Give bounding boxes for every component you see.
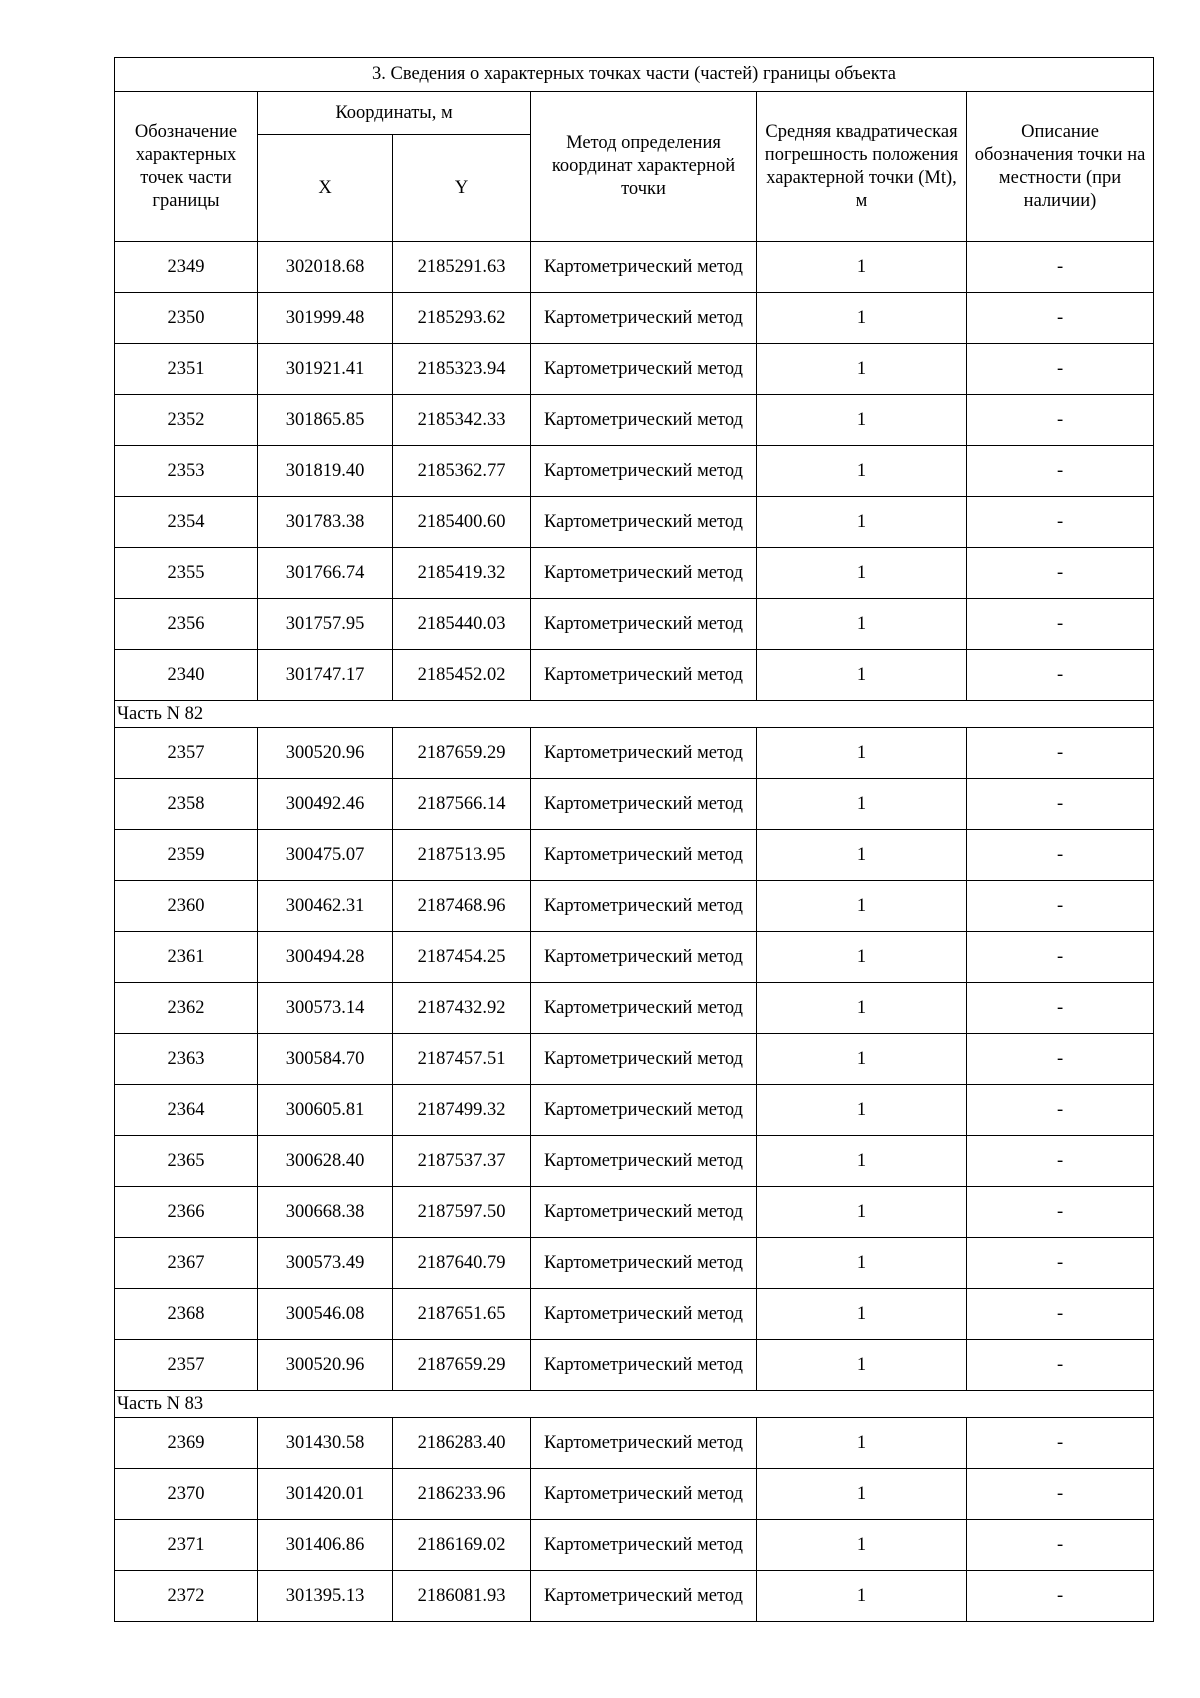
x-coordinate-cell: 301406.86 bbox=[258, 1520, 393, 1571]
point-id-cell: 2361 bbox=[115, 932, 258, 983]
y-coordinate-cell: 2187659.29 bbox=[393, 728, 531, 779]
table-row bbox=[115, 830, 1154, 881]
x-coordinate-cell: 301747.17 bbox=[258, 650, 393, 701]
table-row bbox=[115, 1136, 1154, 1187]
point-id-cell: 2364 bbox=[115, 1085, 258, 1136]
description-cell: - bbox=[967, 548, 1154, 599]
x-coordinate-cell: 301757.95 bbox=[258, 599, 393, 650]
x-coordinate-cell: 300475.07 bbox=[258, 830, 393, 881]
y-coordinate-cell: 2187537.37 bbox=[393, 1136, 531, 1187]
y-coordinate-cell: 2186283.40 bbox=[393, 1418, 531, 1469]
point-id-cell: 2359 bbox=[115, 830, 258, 881]
error-cell: 1 bbox=[757, 983, 967, 1034]
y-coordinate-cell: 2185293.62 bbox=[393, 293, 531, 344]
table-row bbox=[115, 599, 1154, 650]
x-coordinate-cell: 301395.13 bbox=[258, 1571, 393, 1622]
error-cell: 1 bbox=[757, 830, 967, 881]
header-description: Описание обозначения точки на местности (при наличии) bbox=[967, 92, 1154, 242]
table-row bbox=[115, 1340, 1154, 1391]
y-coordinate-cell: 2186169.02 bbox=[393, 1520, 531, 1571]
table-title: 3. Сведения о характерных точках части (частей) границы объекта bbox=[115, 58, 1154, 92]
method-cell: Картометрический метод bbox=[531, 881, 757, 932]
error-cell: 1 bbox=[757, 1418, 967, 1469]
point-id-cell: 2365 bbox=[115, 1136, 258, 1187]
point-id-cell: 2351 bbox=[115, 344, 258, 395]
table-row bbox=[115, 446, 1154, 497]
description-cell: - bbox=[967, 728, 1154, 779]
error-cell: 1 bbox=[757, 881, 967, 932]
error-cell: 1 bbox=[757, 1289, 967, 1340]
method-cell: Картометрический метод bbox=[531, 728, 757, 779]
error-cell: 1 bbox=[757, 1136, 967, 1187]
table-row bbox=[115, 728, 1154, 779]
method-cell: Картометрический метод bbox=[531, 1340, 757, 1391]
method-cell: Картометрический метод bbox=[531, 779, 757, 830]
x-coordinate-cell: 301766.74 bbox=[258, 548, 393, 599]
x-coordinate-cell: 300573.49 bbox=[258, 1238, 393, 1289]
description-cell: - bbox=[967, 1136, 1154, 1187]
method-cell: Картометрический метод bbox=[531, 1469, 757, 1520]
x-coordinate-cell: 302018.68 bbox=[258, 242, 393, 293]
header-x: X bbox=[258, 135, 393, 242]
point-id-cell: 2356 bbox=[115, 599, 258, 650]
table-row bbox=[115, 548, 1154, 599]
error-cell: 1 bbox=[757, 728, 967, 779]
table-row bbox=[115, 1238, 1154, 1289]
point-id-cell: 2370 bbox=[115, 1469, 258, 1520]
table-row bbox=[115, 1187, 1154, 1238]
error-cell: 1 bbox=[757, 242, 967, 293]
y-coordinate-cell: 2187432.92 bbox=[393, 983, 531, 1034]
y-coordinate-cell: 2187659.29 bbox=[393, 1340, 531, 1391]
y-coordinate-cell: 2187640.79 bbox=[393, 1238, 531, 1289]
y-coordinate-cell: 2187468.96 bbox=[393, 881, 531, 932]
description-cell: - bbox=[967, 932, 1154, 983]
x-coordinate-cell: 301819.40 bbox=[258, 446, 393, 497]
method-cell: Картометрический метод bbox=[531, 1187, 757, 1238]
y-coordinate-cell: 2185400.60 bbox=[393, 497, 531, 548]
point-id-cell: 2366 bbox=[115, 1187, 258, 1238]
y-coordinate-cell: 2187457.51 bbox=[393, 1034, 531, 1085]
x-coordinate-cell: 301783.38 bbox=[258, 497, 393, 548]
description-cell: - bbox=[967, 1340, 1154, 1391]
x-coordinate-cell: 300462.31 bbox=[258, 881, 393, 932]
error-cell: 1 bbox=[757, 650, 967, 701]
x-coordinate-cell: 300605.81 bbox=[258, 1085, 393, 1136]
method-cell: Картометрический метод bbox=[531, 1085, 757, 1136]
error-cell: 1 bbox=[757, 1034, 967, 1085]
header-coordinates: Координаты, м bbox=[258, 92, 531, 135]
y-coordinate-cell: 2185291.63 bbox=[393, 242, 531, 293]
point-id-cell: 2367 bbox=[115, 1238, 258, 1289]
y-coordinate-cell: 2185323.94 bbox=[393, 344, 531, 395]
error-cell: 1 bbox=[757, 1187, 967, 1238]
description-cell: - bbox=[967, 1238, 1154, 1289]
y-coordinate-cell: 2186081.93 bbox=[393, 1571, 531, 1622]
y-coordinate-cell: 2185440.03 bbox=[393, 599, 531, 650]
error-cell: 1 bbox=[757, 932, 967, 983]
table-body bbox=[115, 242, 1154, 1622]
x-coordinate-cell: 300584.70 bbox=[258, 1034, 393, 1085]
document-page bbox=[114, 57, 1153, 1622]
table-row bbox=[115, 881, 1154, 932]
y-coordinate-cell: 2185419.32 bbox=[393, 548, 531, 599]
method-cell: Картометрический метод bbox=[531, 242, 757, 293]
method-cell: Картометрический метод bbox=[531, 446, 757, 497]
error-cell: 1 bbox=[757, 1238, 967, 1289]
x-coordinate-cell: 300494.28 bbox=[258, 932, 393, 983]
table-row bbox=[115, 650, 1154, 701]
method-cell: Картометрический метод bbox=[531, 1571, 757, 1622]
method-cell: Картометрический метод bbox=[531, 932, 757, 983]
method-cell: Картометрический метод bbox=[531, 1520, 757, 1571]
error-cell: 1 bbox=[757, 1340, 967, 1391]
description-cell: - bbox=[967, 881, 1154, 932]
description-cell: - bbox=[967, 293, 1154, 344]
x-coordinate-cell: 301420.01 bbox=[258, 1469, 393, 1520]
y-coordinate-cell: 2187566.14 bbox=[393, 779, 531, 830]
part-label: Часть N 82 bbox=[115, 701, 1154, 728]
table-row bbox=[115, 779, 1154, 830]
point-id-cell: 2340 bbox=[115, 650, 258, 701]
point-id-cell: 2369 bbox=[115, 1418, 258, 1469]
x-coordinate-cell: 300492.46 bbox=[258, 779, 393, 830]
description-cell: - bbox=[967, 1571, 1154, 1622]
table-row bbox=[115, 1469, 1154, 1520]
header-y: Y bbox=[393, 135, 531, 242]
part-separator-row bbox=[115, 701, 1154, 728]
point-id-cell: 2358 bbox=[115, 779, 258, 830]
error-cell: 1 bbox=[757, 1085, 967, 1136]
table-row bbox=[115, 1418, 1154, 1469]
table-row bbox=[115, 497, 1154, 548]
y-coordinate-cell: 2187454.25 bbox=[393, 932, 531, 983]
boundary-points-table bbox=[114, 57, 1154, 1622]
description-cell: - bbox=[967, 983, 1154, 1034]
y-coordinate-cell: 2187651.65 bbox=[393, 1289, 531, 1340]
x-coordinate-cell: 301430.58 bbox=[258, 1418, 393, 1469]
x-coordinate-cell: 301865.85 bbox=[258, 395, 393, 446]
error-cell: 1 bbox=[757, 446, 967, 497]
method-cell: Картометрический метод bbox=[531, 395, 757, 446]
error-cell: 1 bbox=[757, 497, 967, 548]
description-cell: - bbox=[967, 779, 1154, 830]
point-id-cell: 2357 bbox=[115, 728, 258, 779]
x-coordinate-cell: 301921.41 bbox=[258, 344, 393, 395]
table-row bbox=[115, 932, 1154, 983]
x-coordinate-cell: 300628.40 bbox=[258, 1136, 393, 1187]
method-cell: Картометрический метод bbox=[531, 1418, 757, 1469]
description-cell: - bbox=[967, 1034, 1154, 1085]
description-cell: - bbox=[967, 242, 1154, 293]
y-coordinate-cell: 2185452.02 bbox=[393, 650, 531, 701]
table-row bbox=[115, 344, 1154, 395]
table-row bbox=[115, 293, 1154, 344]
description-cell: - bbox=[967, 1469, 1154, 1520]
method-cell: Картометрический метод bbox=[531, 1034, 757, 1085]
error-cell: 1 bbox=[757, 599, 967, 650]
method-cell: Картометрический метод bbox=[531, 344, 757, 395]
table-row bbox=[115, 242, 1154, 293]
table-row bbox=[115, 983, 1154, 1034]
description-cell: - bbox=[967, 395, 1154, 446]
x-coordinate-cell: 300520.96 bbox=[258, 1340, 393, 1391]
point-id-cell: 2354 bbox=[115, 497, 258, 548]
method-cell: Картометрический метод bbox=[531, 1238, 757, 1289]
point-id-cell: 2362 bbox=[115, 983, 258, 1034]
y-coordinate-cell: 2185362.77 bbox=[393, 446, 531, 497]
header-point-label: Обозначение характерных точек части границы bbox=[115, 92, 258, 242]
part-label: Часть N 83 bbox=[115, 1391, 1154, 1418]
table-row bbox=[115, 1571, 1154, 1622]
method-cell: Картометрический метод bbox=[531, 1289, 757, 1340]
description-cell: - bbox=[967, 1418, 1154, 1469]
point-id-cell: 2352 bbox=[115, 395, 258, 446]
description-cell: - bbox=[967, 1085, 1154, 1136]
header-error: Средняя квадратическая погрешность положения характерной точки (Mt), м bbox=[757, 92, 967, 242]
description-cell: - bbox=[967, 344, 1154, 395]
error-cell: 1 bbox=[757, 344, 967, 395]
error-cell: 1 bbox=[757, 293, 967, 344]
point-id-cell: 2349 bbox=[115, 242, 258, 293]
method-cell: Картометрический метод bbox=[531, 599, 757, 650]
description-cell: - bbox=[967, 446, 1154, 497]
y-coordinate-cell: 2187499.32 bbox=[393, 1085, 531, 1136]
table-row bbox=[115, 395, 1154, 446]
point-id-cell: 2350 bbox=[115, 293, 258, 344]
header-method: Метод определения координат характерной точки bbox=[531, 92, 757, 242]
description-cell: - bbox=[967, 1520, 1154, 1571]
table-row bbox=[115, 1520, 1154, 1571]
part-separator-row bbox=[115, 1391, 1154, 1418]
point-id-cell: 2371 bbox=[115, 1520, 258, 1571]
point-id-cell: 2355 bbox=[115, 548, 258, 599]
point-id-cell: 2363 bbox=[115, 1034, 258, 1085]
table-row bbox=[115, 1034, 1154, 1085]
description-cell: - bbox=[967, 599, 1154, 650]
table-row bbox=[115, 1289, 1154, 1340]
table-row bbox=[115, 1085, 1154, 1136]
description-cell: - bbox=[967, 830, 1154, 881]
error-cell: 1 bbox=[757, 1520, 967, 1571]
x-coordinate-cell: 301999.48 bbox=[258, 293, 393, 344]
error-cell: 1 bbox=[757, 779, 967, 830]
method-cell: Картометрический метод bbox=[531, 293, 757, 344]
method-cell: Картометрический метод bbox=[531, 497, 757, 548]
y-coordinate-cell: 2187597.50 bbox=[393, 1187, 531, 1238]
point-id-cell: 2353 bbox=[115, 446, 258, 497]
x-coordinate-cell: 300546.08 bbox=[258, 1289, 393, 1340]
x-coordinate-cell: 300573.14 bbox=[258, 983, 393, 1034]
method-cell: Картометрический метод bbox=[531, 548, 757, 599]
y-coordinate-cell: 2187513.95 bbox=[393, 830, 531, 881]
error-cell: 1 bbox=[757, 1469, 967, 1520]
point-id-cell: 2360 bbox=[115, 881, 258, 932]
description-cell: - bbox=[967, 1187, 1154, 1238]
point-id-cell: 2368 bbox=[115, 1289, 258, 1340]
method-cell: Картометрический метод bbox=[531, 830, 757, 881]
method-cell: Картометрический метод bbox=[531, 1136, 757, 1187]
error-cell: 1 bbox=[757, 1571, 967, 1622]
point-id-cell: 2372 bbox=[115, 1571, 258, 1622]
error-cell: 1 bbox=[757, 548, 967, 599]
method-cell: Картометрический метод bbox=[531, 650, 757, 701]
y-coordinate-cell: 2185342.33 bbox=[393, 395, 531, 446]
description-cell: - bbox=[967, 497, 1154, 548]
description-cell: - bbox=[967, 650, 1154, 701]
description-cell: - bbox=[967, 1289, 1154, 1340]
x-coordinate-cell: 300668.38 bbox=[258, 1187, 393, 1238]
point-id-cell: 2357 bbox=[115, 1340, 258, 1391]
x-coordinate-cell: 300520.96 bbox=[258, 728, 393, 779]
method-cell: Картометрический метод bbox=[531, 983, 757, 1034]
y-coordinate-cell: 2186233.96 bbox=[393, 1469, 531, 1520]
error-cell: 1 bbox=[757, 395, 967, 446]
